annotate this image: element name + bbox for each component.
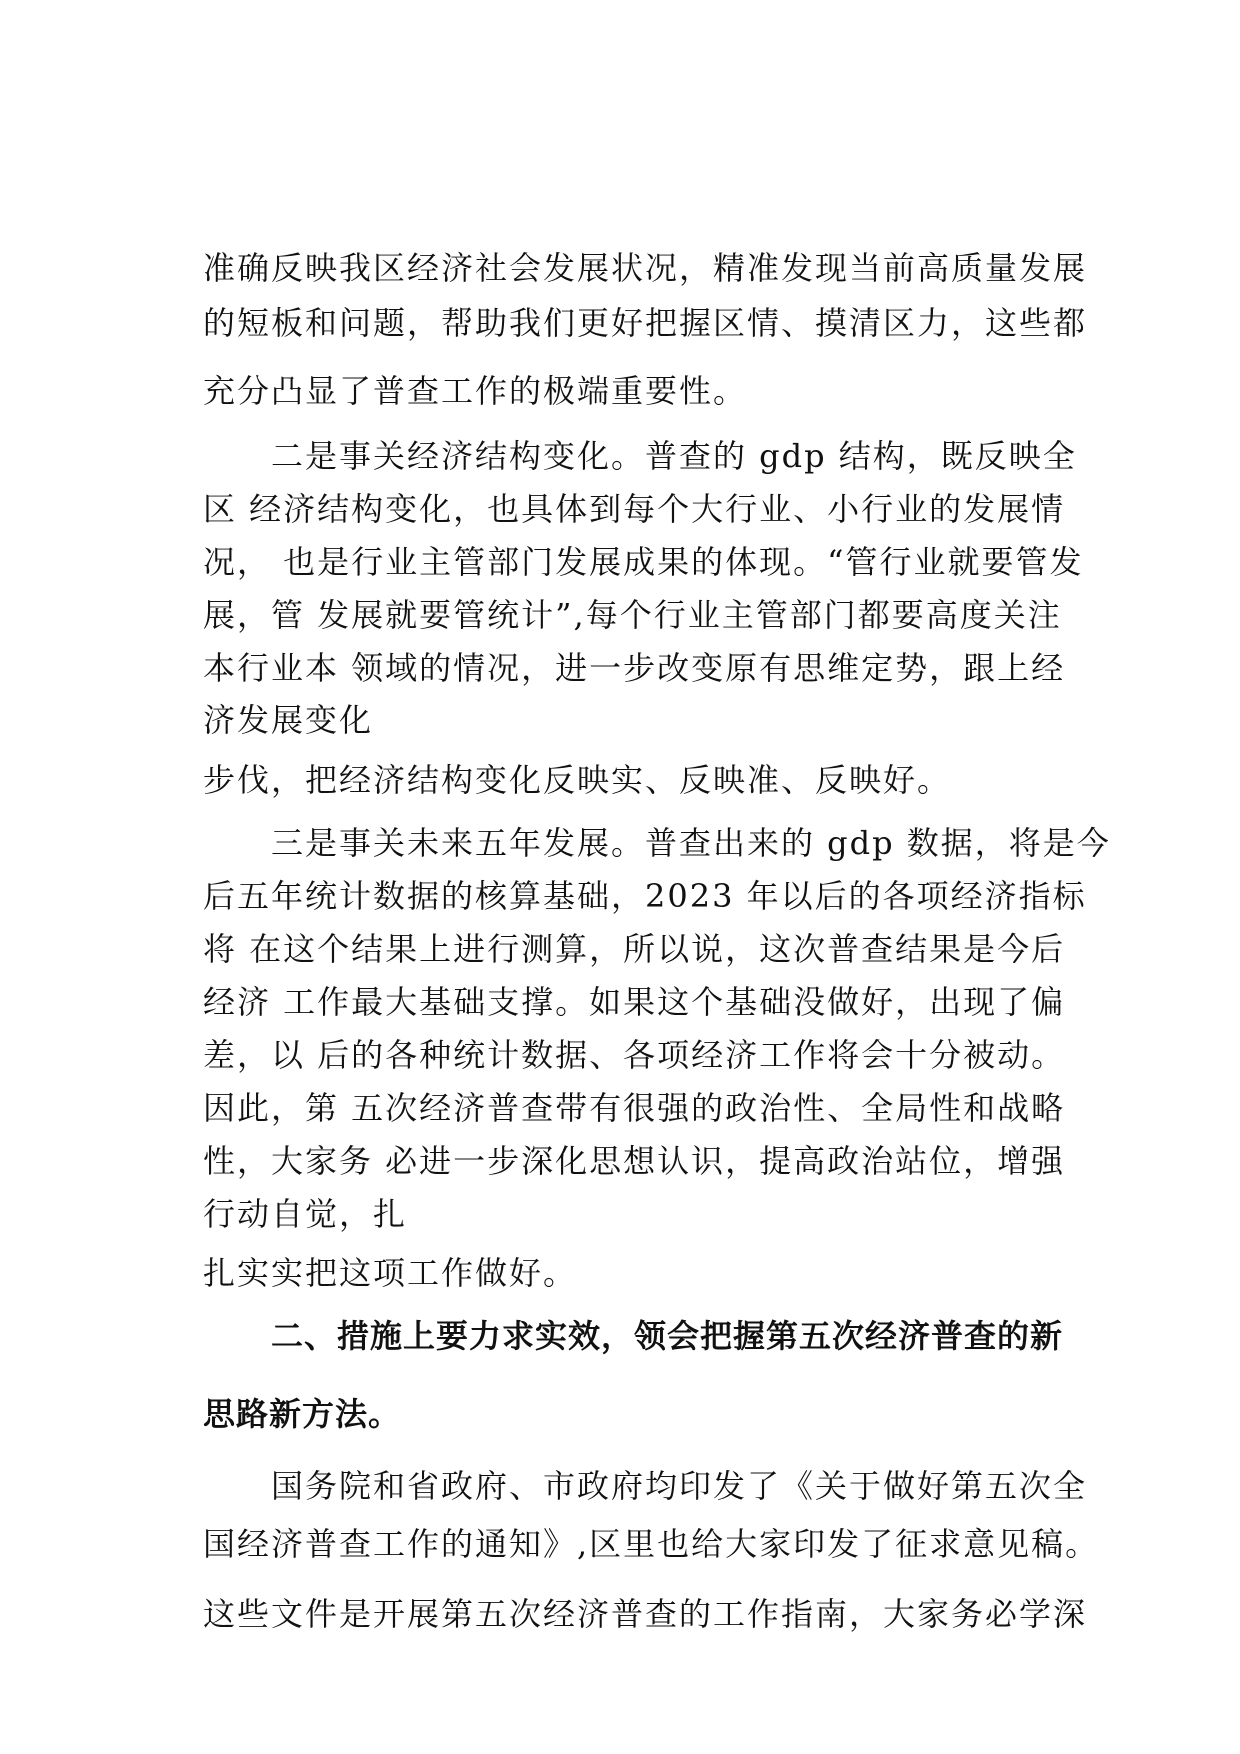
text-line: 国务院和省政府、市政府均印发了《关于做好第五次全 [271,1467,1088,1505]
section-heading: 二、措施上要力求实效，领会把握第五次经济普查的新 [271,1317,1064,1355]
text-line: 充分凸显了普查工作的极端重要性。 [203,372,748,410]
text-line: 性，大家务 必进一步深化思想认识，提高政治站位，增强 [203,1142,1066,1180]
text-line: 因此，第 五次经济普查带有很强的政治性、全局性和战略 [203,1089,1066,1127]
text-line: 展，管 发展就要管统计”,每个行业主管部门都要高度关注 [203,596,1062,634]
text-line: 本行业本 领域的情况，进一步改变原有思维定势，跟上经 [203,649,1066,687]
text-line: 二是事关经济结构变化。普查的 gdp 结构，既反映全 [271,437,1077,475]
text-line: 后五年统计数据的核算基础，2023 年以后的各项经济指标 [203,877,1087,915]
text-line: 准确反映我区经济社会发展状况，精准发现当前高质量发展 [203,249,1088,287]
text-line: 这些文件是开展第五次经济普查的工作指南，大家务必学深 [203,1595,1088,1633]
text-line: 将 在这个结果上进行测算，所以说，这次普查结果是今后 [203,930,1066,968]
text-line: 国经济普查工作的通知》,区里也给大家印发了征求意见稿。 [203,1525,1100,1563]
text-line: 差，以 后的各种统计数据、各项经济工作将会十分被动。 [203,1036,1066,1074]
text-line: 区 经济结构变化，也具体到每个大行业、小行业的发展情 [203,490,1066,528]
text-line: 况， 也是行业主管部门发展成果的体现。“管行业就要管发 [203,543,1084,581]
text-line: 扎实实把这项工作做好。 [203,1254,578,1292]
section-heading: 思路新方法。 [203,1395,402,1433]
text-line: 三是事关未来五年发展。普查出来的 gdp 数据，将是今 [271,824,1111,862]
text-line: 步伐，把经济结构变化反映实、反映准、反映好。 [203,761,952,799]
text-line: 行动自觉，扎 [203,1195,408,1233]
text-line: 济发展变化 [203,701,374,739]
text-line: 的短板和问题，帮助我们更好把握区情、摸清区力，这些都 [203,304,1088,342]
text-line: 经济 工作最大基础支撑。如果这个基础没做好，出现了偏 [203,983,1066,1021]
